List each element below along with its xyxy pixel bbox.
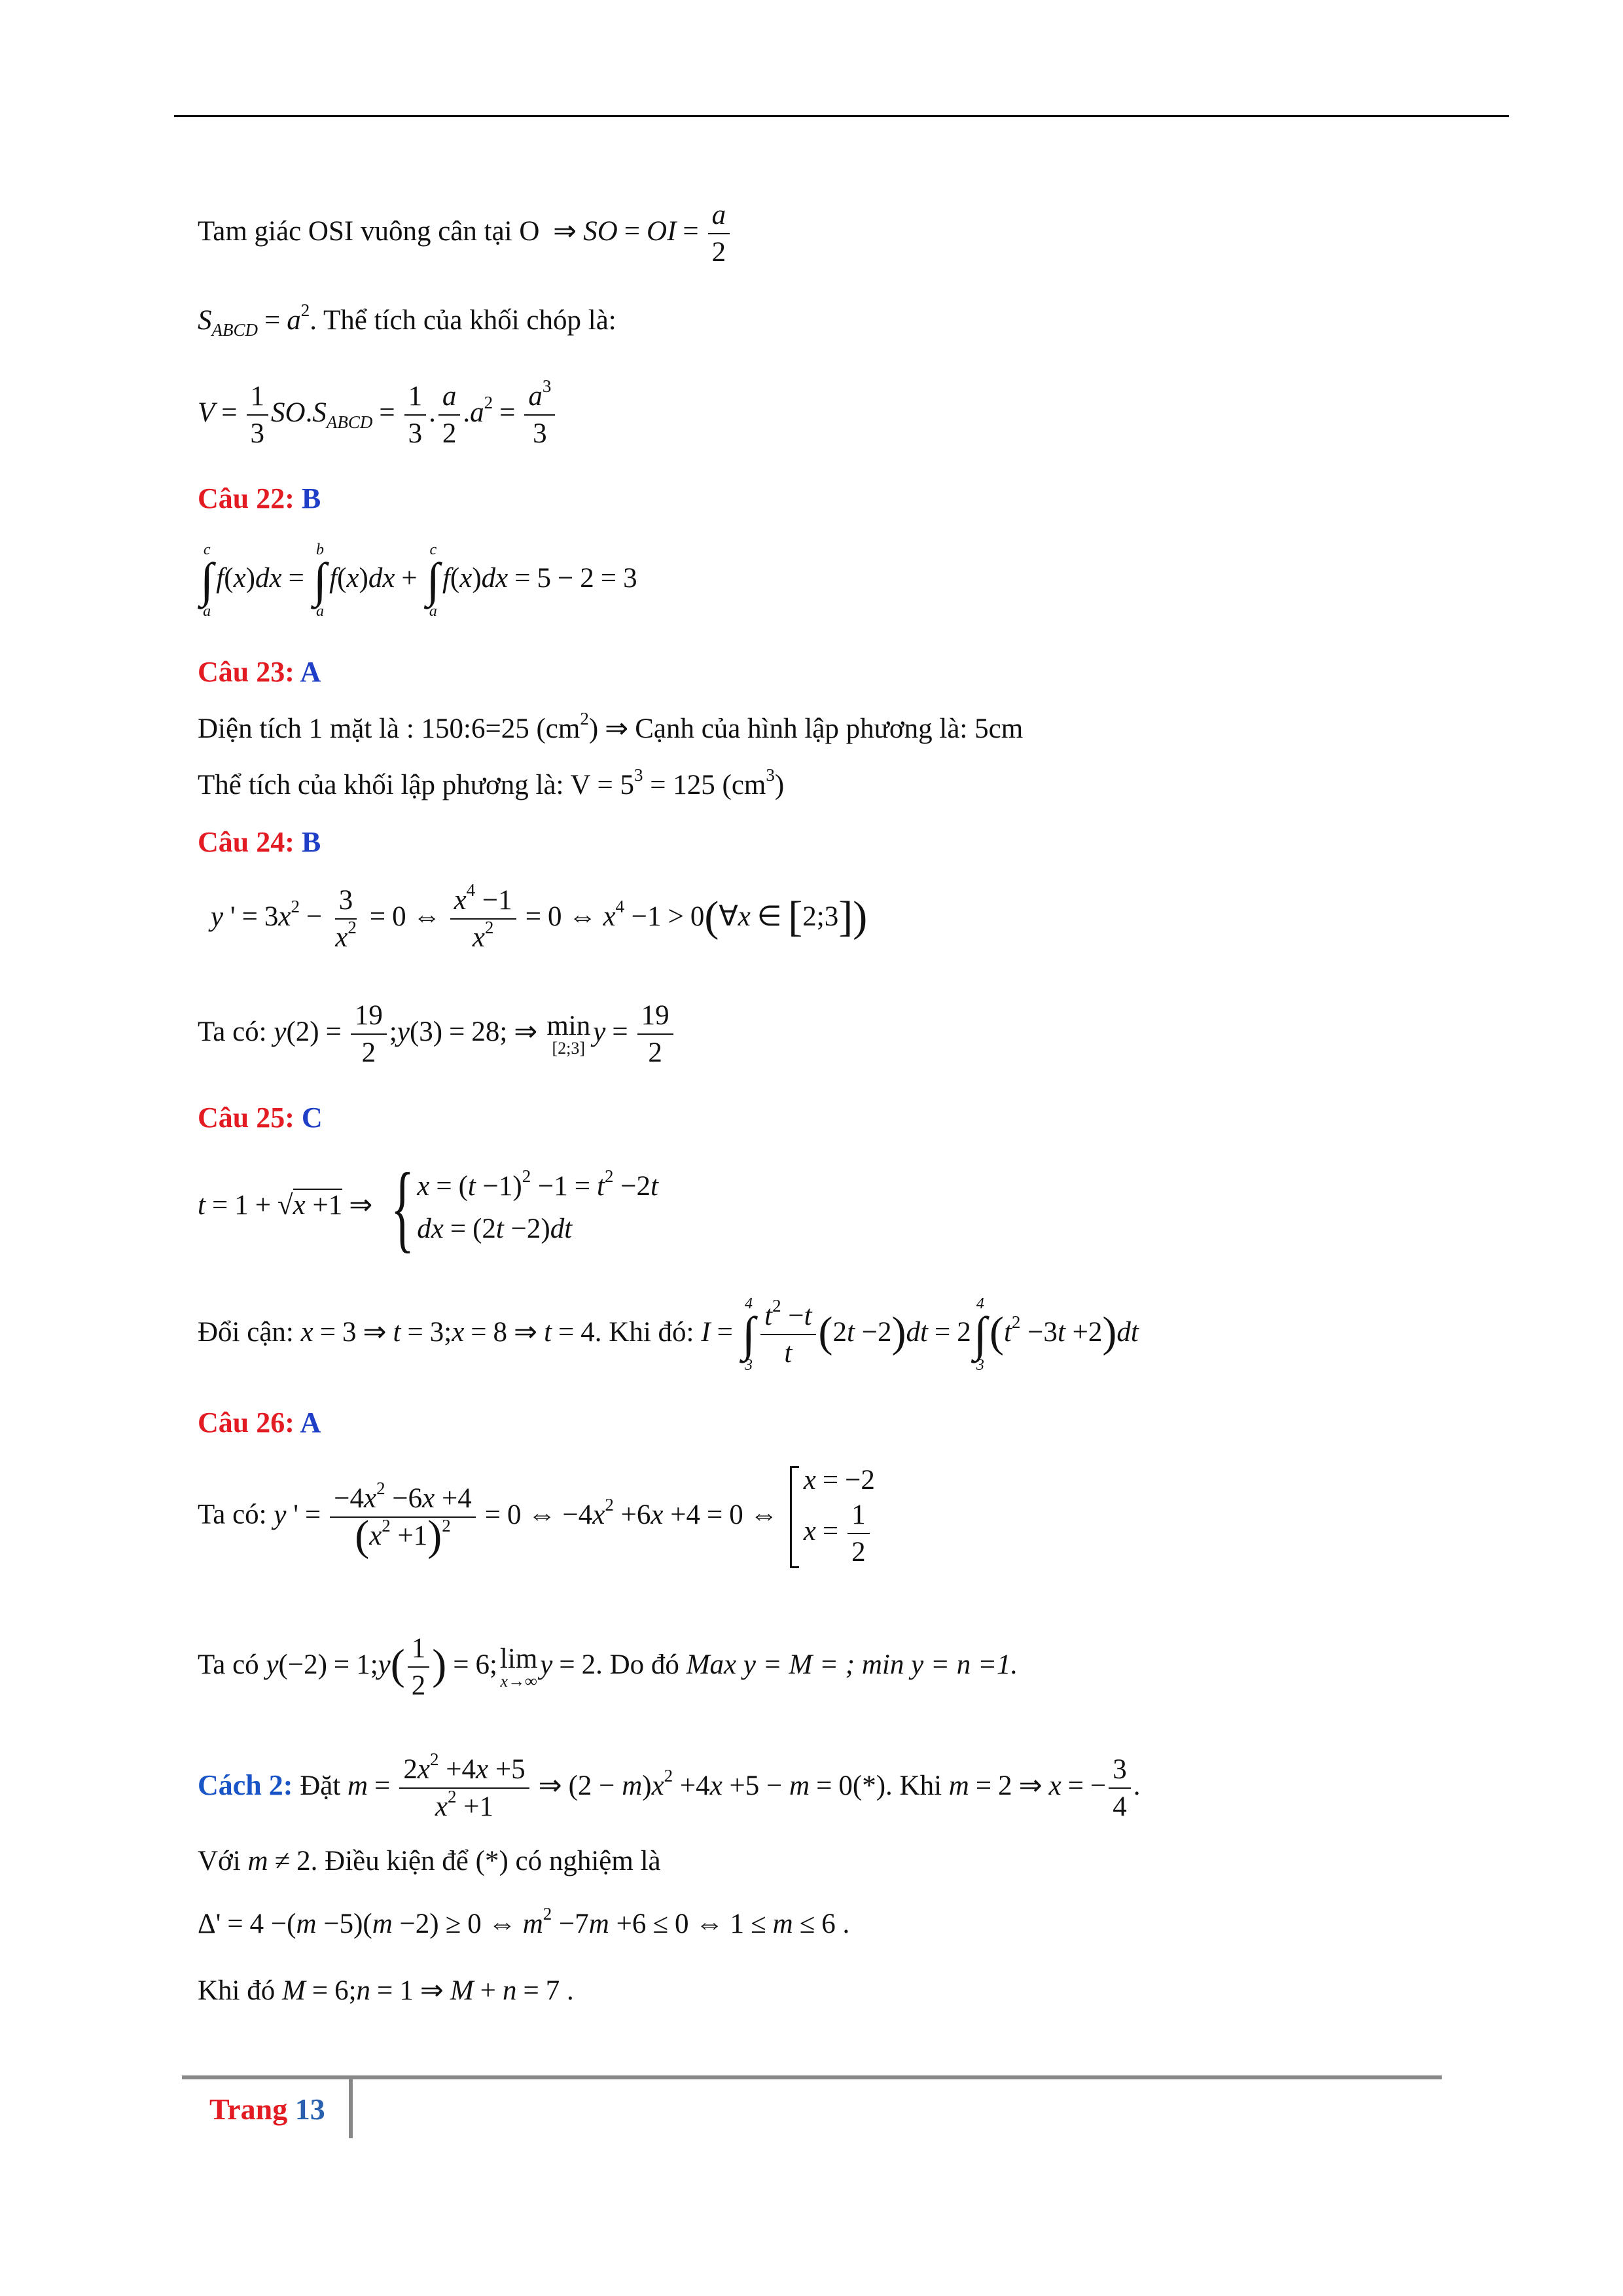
condition-line: Với m ≠ 2. Điều kiện để (*) có nghiệm là bbox=[198, 1846, 661, 1876]
q26-derivative-line: Ta có: y ' = $\frac{-4x^2 -6x +4}{(x^2 +1)^2}$ = 0 ⇔ $-4x^2 +6x +4 = 0$ ⇔ x = −2 x = $\frac{1}{2}$ bbox=[198, 1465, 875, 1568]
osi-formula: ⇒ SO = OI = $\frac{a}{2}$ bbox=[546, 216, 732, 247]
question-24-heading bbox=[198, 828, 321, 857]
pyramid-volume-formula: V = $\frac{1}{3}$ $SO.S_{ABCD}$ = $\frac{1}{3}$ . $\frac{a}{2}$ $.a^2$ = $\frac{a^3}{3}$ bbox=[198, 381, 558, 450]
question-25-heading bbox=[198, 1103, 323, 1132]
footer-divider bbox=[349, 2075, 353, 2138]
osi-text: Tam giác OSI vuông cân tại O bbox=[198, 216, 540, 247]
question-25-label: Câu 25: bbox=[198, 1102, 302, 1134]
method-2-line: Cách 2: Đặt m = $\frac{2x^2 +4x +5}{x^2 +1}$ ⇒ $(2 - m)x^2 +4x +5 - m = 0(*)$. Khi m = 2 ⇒ x = − $\frac{3}{4}$ . bbox=[198, 1749, 1141, 1823]
substitution-system: t = 1 + √x +1 ⇒ { $x = (t -1)^2 -1 = t^2 -2t$ dx = (2t −2)dt bbox=[198, 1153, 658, 1262]
footer-rule bbox=[182, 2075, 1442, 2079]
area-line bbox=[198, 300, 616, 340]
osi-line bbox=[198, 200, 732, 268]
question-23-label: Câu 23: bbox=[198, 656, 300, 688]
question-24-label: Câu 24: bbox=[198, 826, 302, 858]
method-2-label: Cách 2: bbox=[198, 1769, 293, 1802]
question-26-label: Câu 26: bbox=[198, 1407, 300, 1439]
min-value-line: Ta có: y(2) = $\frac{19}{2}$ ;y(3) = 28; ⇒ min [2;3] y = $\frac{19}{2}$ bbox=[198, 1000, 676, 1069]
conclusion-line: Khi đó M = 6;n = 1 ⇒ M + n = 7 . bbox=[198, 1975, 574, 2006]
page-number bbox=[209, 2092, 325, 2126]
integral-sum-formula: c ∫ a f(x)dx = b ∫ a f(x)dx + c ∫ a f(x)dx = 5 − 2 = 3 bbox=[200, 541, 637, 620]
question-23-heading bbox=[198, 658, 321, 687]
derivative-formula: y ' = $3x^2$ − $\frac{3}{x^2}$ = 0 ⇔ $\frac{x^4 -1}{x^2}$ = 0 ⇔ $x^4 -1$ > 0(∀x ∈ [2;3]) bbox=[211, 880, 868, 954]
area-formula: $S_{ABCD} = a^2$ bbox=[198, 300, 310, 340]
header-rule bbox=[174, 115, 1509, 117]
q26-values-line: Ta có y(−2) = 1;y( $\frac{1}{2}$ ) = 6; lim x→∞ y = 2. Do đó Max y = M = ; min y = n =1. bbox=[198, 1633, 1018, 1702]
question-26-answer: A bbox=[300, 1407, 321, 1439]
question-22-heading bbox=[198, 484, 321, 513]
cube-volume-line: Thể tích của khối lập phương là: $V = 5^3 = 125$ $(cm^3)$ bbox=[198, 765, 785, 800]
question-25-answer: C bbox=[301, 1102, 323, 1134]
volume-intro-text: . Thể tích của khối chóp là: bbox=[310, 305, 616, 336]
change-limits-line: Đổi cận: x = 3 ⇒ t = 3;x = 8 ⇒ t = 4. Khi đó: I = 4 ∫ 3 $\frac{t^2 -t}{t}$ (2t −2)dt = 2 4 ∫ 3 $(t^2 -3t +2)dt$ bbox=[198, 1295, 1139, 1374]
question-22-label: Câu 22: bbox=[198, 482, 302, 514]
cube-area-line: Diện tích 1 mặt là : 150:6=25 $(cm^2)$ ⇒ Cạnh của hình lập phương là: 5cm bbox=[198, 709, 1024, 744]
question-24-answer: B bbox=[301, 826, 321, 858]
page-label: Trang bbox=[209, 2092, 288, 2126]
question-26-heading bbox=[198, 1408, 321, 1437]
question-22-answer: B bbox=[301, 482, 321, 514]
discriminant-line: Δ' = 4 −(m −5)(m −2) ≥ 0 ⇔ $m^2 -7m +6 \le 0$ ⇔ 1 ≤ m ≤ 6 . bbox=[198, 1904, 850, 1939]
page-number-value: 13 bbox=[294, 2092, 325, 2126]
question-23-answer: A bbox=[300, 656, 321, 688]
